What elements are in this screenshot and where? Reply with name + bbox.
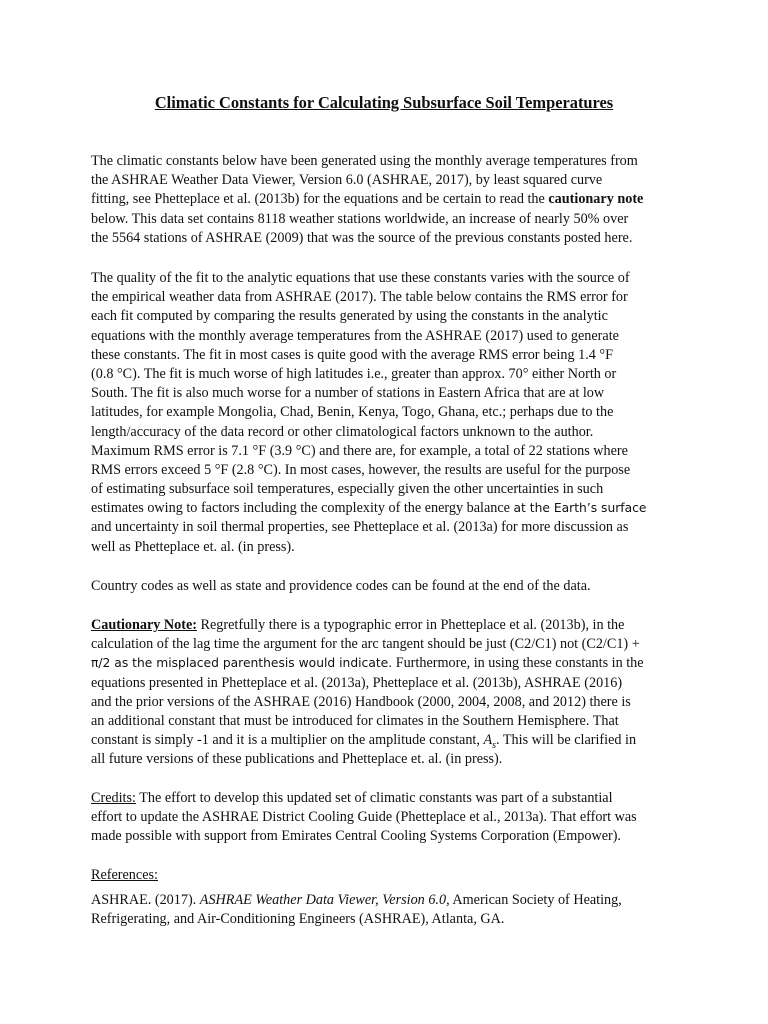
amplitude-constant-symbol: A	[483, 732, 493, 749]
document-title: Climatic Constants for Calculating Subsurface Soil Temperatures	[154, 93, 614, 112]
quality-line-14: and uncertainty in soil thermal properties, see Phetteplace et al. (2013a) for more discussion as	[91, 519, 629, 536]
quality-line-5: these constants. The fit in most cases is quite good with the average RMS error being 1.4 °F	[91, 346, 613, 363]
credits-line-1	[91, 789, 691, 808]
quality-line-4: equations with the monthly average temperatures from the ASHRAE (2017) used to generate	[91, 327, 619, 344]
credits-paragraph	[91, 789, 691, 847]
quality-line-1: The quality of the fit to the analytic equations that use these constants varies with the source of	[91, 270, 630, 286]
reference-line-1	[91, 891, 691, 910]
cautionary-note-heading: Cautionary Note:	[91, 617, 197, 633]
cautionary-note-emphasis: cautionary note	[548, 191, 644, 208]
intro-line-5: the 5564 stations of ASHRAE (2009) that was the source of the previous constants posted here.	[91, 229, 633, 246]
quality-line-12: of estimating subsurface soil temperatures, especially given the other uncertainties in such	[91, 481, 604, 498]
credits-line-3: made possible with support from Emirates Central Cooling Systems Corporation (Empower).	[91, 828, 621, 845]
reference-author-year: ASHRAE. (2017).	[91, 892, 200, 908]
cautionary-note-paragraph	[91, 616, 691, 770]
intro-line-2: the ASHRAE Weather Data Viewer, Version 6.0 (ASHRAE, 2017), by least squared curve	[91, 172, 603, 189]
codes-paragraph	[91, 577, 691, 596]
caution-line-8: all future versions of these publications and Phetteplace et. al. (in press).	[91, 751, 503, 768]
amplitude-constant-subscript: s	[492, 739, 497, 751]
caution-line-3-text: Furthermore, in using these constants in the	[392, 655, 644, 672]
quality-line-8: latitudes, for example Mongolia, Chad, Benin, Kenya, Togo, Ghana, etc.; perhaps due to the	[91, 404, 614, 421]
credits-line-1-text: The effort to develop this updated set of climatic constants was part of a substantial	[135, 790, 613, 806]
reference-entry	[91, 891, 691, 929]
intro-line-3-text: fitting, see Phetteplace et al. (2013b) for the equations and be certain to read the	[91, 191, 549, 208]
quality-line-2: the empirical weather data from ASHRAE (2017). The table below contains the RMS error for	[91, 289, 628, 306]
quality-line-6: (0.8 °C). The fit is much worse of high latitudes i.e., greater than approx. 70° either North or	[91, 365, 617, 382]
caution-line-1-text: Regretfully there is a typographic error in Phetteplace et al. (2013b), in the	[197, 617, 625, 633]
caution-line-7-rest: . This will be clarified in	[496, 732, 637, 749]
quality-line-3: each fit computed by comparing the results generated by using the constants in the analytic	[91, 308, 608, 325]
credits-line-2: effort to update the ASHRAE District Cooling Guide (Phetteplace et al., 2013a). That effort was	[91, 809, 637, 826]
caution-line-1	[91, 616, 691, 635]
caution-line-4: equations presented in Phetteplace et al. (2013a), Phetteplace et al. (2013b), ASHRAE (2016)	[91, 674, 623, 691]
reference-publisher: , American Society of Heating,	[446, 892, 622, 908]
caution-line-6: an additional constant that must be introduced for climates in the Southern Hemisphere. That	[91, 712, 619, 729]
references-heading: References:	[91, 867, 158, 883]
caution-line-5: and the prior versions of the ASHRAE (2016) Handbook (2000, 2004, 2008, and 2012) there is	[91, 693, 631, 710]
quality-line-13	[91, 499, 691, 518]
quality-line-13-sans-text: at the Earth’s surface	[513, 501, 647, 516]
quality-line-9: length/accuracy of the data record or other climatological factors unknown to the author.	[91, 423, 594, 440]
intro-line-4: below. This data set contains 8118 weather stations worldwide, an increase of nearly 50% over	[91, 210, 629, 227]
caution-line-3	[91, 654, 691, 673]
quality-line-13-text: estimates owing to factors including the complexity of the energy balance	[91, 500, 514, 517]
quality-line-11: RMS errors exceed 5 °F (2.8 °C). In most cases, however, the results are useful for the purpose	[91, 461, 631, 478]
reference-line-2: Refrigerating, and Air-Conditioning Engineers (ASHRAE), Atlanta, GA.	[91, 911, 505, 928]
caution-line-3-sans-text: π/2 as the misplaced parenthesis would indicate.	[91, 656, 393, 671]
quality-line-10: Maximum RMS error is 7.1 °F (3.9 °C) and there are, for example, a total of 22 stations where	[91, 442, 628, 459]
quality-line-15: well as Phetteplace et. al. (in press).	[91, 538, 295, 555]
caution-line-2: calculation of the lag time the argument for the arc tangent should be just (C2/C1) not (C2/C1) +	[91, 636, 640, 653]
codes-line-1: Country codes as well as state and providence codes can be found at the end of the data.	[91, 578, 591, 594]
intro-line-3	[91, 190, 691, 209]
references-heading-paragraph	[91, 866, 691, 885]
caution-line-7	[91, 731, 691, 750]
credits-heading: Credits:	[91, 790, 136, 806]
fit-quality-paragraph	[91, 269, 691, 557]
caution-line-7-text: constant is simply -1 and it is a multiplier on the amplitude constant,	[91, 732, 484, 749]
intro-line-1: The climatic constants below have been generated using the monthly average temperatures from	[91, 153, 638, 169]
quality-line-7: South. The fit is also much worse for a number of stations in Eastern Africa that are at low	[91, 385, 605, 402]
intro-paragraph	[91, 152, 691, 248]
reference-work-title: ASHRAE Weather Data Viewer, Version 6.0	[199, 892, 447, 908]
